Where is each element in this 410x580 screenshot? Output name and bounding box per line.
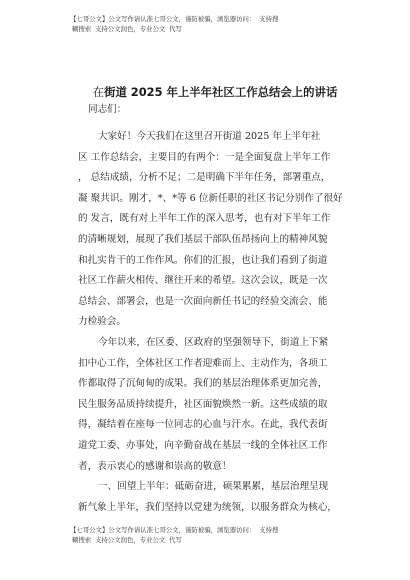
paragraph-2 (78, 333, 378, 477)
document-title (70, 84, 360, 100)
paragraph-line: 和扎实肯干的工作作风。你们的汇报，也让我们看到了街道 (78, 254, 328, 266)
paragraph-line: 的 发言，既有对上半年工作的深入思考，也有对下半年工作 (78, 213, 331, 225)
greeting (88, 100, 388, 121)
paragraph-1 (78, 127, 378, 333)
paragraph-line: 社区工作薪火相传、继往开来的希望。这次会议，既是一次 (78, 275, 328, 287)
paragraph-line: 得，凝结着在座每一位同志的心血与汗水。在此，我代表街 (78, 419, 328, 431)
header-watermark-banner (70, 14, 370, 34)
paragraph-line: 作都取得了沉甸甸的成果。我们的基层治理体系更加完善， (78, 378, 328, 390)
paragraph-line: 新气象上半年，我们坚持以党建为统领，以服务群众为核心， (78, 501, 338, 513)
paragraph-line: 者，表示衷心的感谢和崇高的敬意！ (78, 460, 232, 472)
paragraph-line: 道党工委、办事处，向辛勤奋战在基层一线的全体社区工作 (78, 439, 328, 451)
header-banner-line-1: 【七哥公文】公文写作请认准七哥公文，谨防被骗，浏览器访问： 支持搜 (70, 15, 279, 23)
title-prefix: 在 (92, 85, 105, 99)
paragraph-line: 扣中心工作，全体社区工作者迎难而上、主动作为，各项工 (78, 357, 328, 369)
paragraph-line: 大家好！今天我们在这里召开街道 2025 年上半年社 (98, 131, 321, 142)
paragraph-3 (78, 477, 378, 518)
header-banner-line-2: 糊搜索 支持公文润色，专业公文 代写 (72, 25, 182, 33)
paragraph-line: 今年以来，在区委、区政府的坚强领导下，街道上下紧 (98, 337, 329, 348)
paragraph-line: 区 工作总结会，主要目的有两个：一是全面复盘上半年工作 (78, 151, 331, 163)
paragraph-line: 凝 聚共识。刚才，*、*等 6 位新任职的社区书记分别作了很好 (78, 192, 343, 204)
paragraph-line: 总结会、部署会，也是一次面向新任书记的经验交流会、能 (78, 295, 328, 307)
paragraph-line: 民生服务品质持续提升，社区面貌焕然一新。这些成绩的取 (78, 398, 328, 410)
paragraph-line: ， 总结成绩，分析不足；二是明确下半年任务，部署重点， (78, 172, 331, 184)
paragraph-line: 力检验会。 (78, 316, 126, 328)
title-main: 街道 2025 年上半年社区工作总结会上的讲话 (104, 85, 338, 99)
footer-banner-line-1: 【七哥公文】公文写作请认准七哥公文，谨防被骗，浏览器访问： 支持搜 (70, 526, 279, 534)
footer-banner-line-2: 糊搜索 支持公文润色，专业公文 代写 (72, 536, 182, 544)
greeting-text: 同志们： (88, 104, 127, 115)
paragraph-line: 的清晰规划，展现了我们基层干部队伍昂扬向上的精神风貌 (78, 233, 328, 245)
paragraph-line: 一、回望上半年：砥砺奋进，硕果累累，基层治理呈现 (98, 481, 329, 492)
footer-watermark-banner (70, 525, 370, 545)
